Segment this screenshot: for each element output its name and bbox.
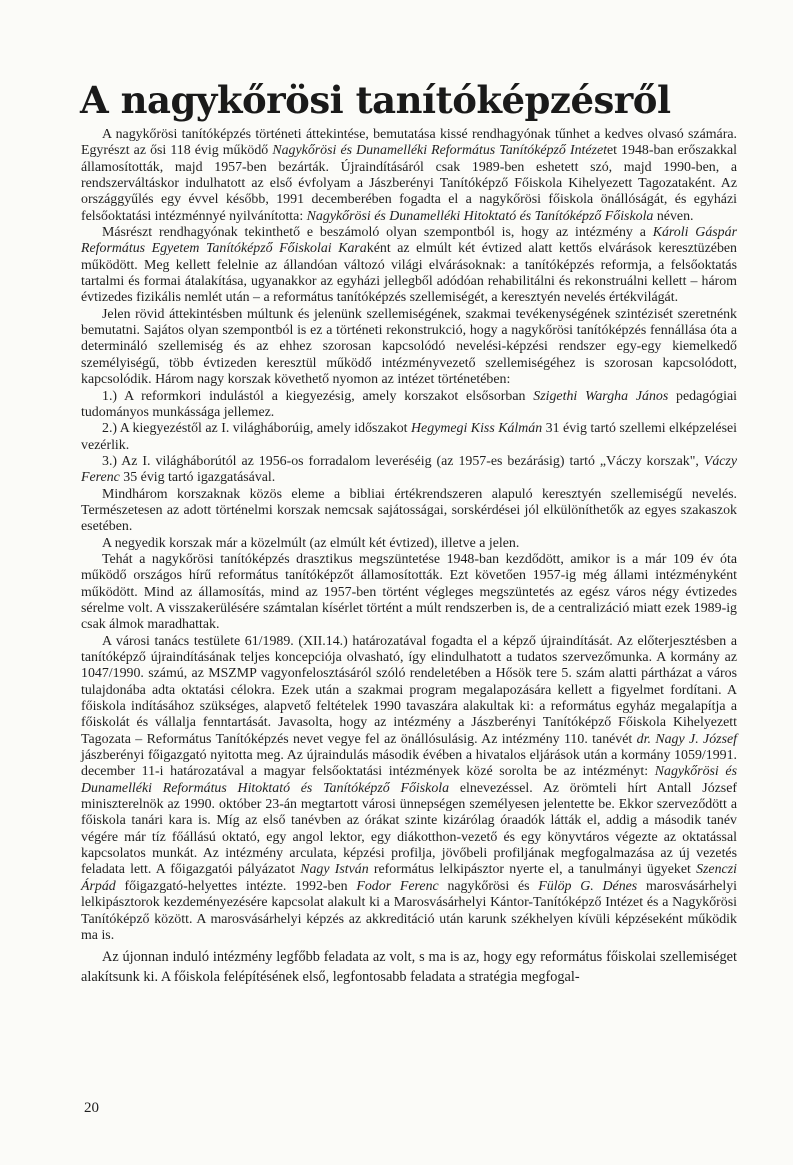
page-number: 20 <box>84 1100 99 1116</box>
italic-text: Nagykőrösi és Dunamelléki Református Tanítóképző Intézet <box>272 143 607 159</box>
text-run: Jelen rövid áttekintésben múltunk és jelenünk szellemiségének, szakmai tevékenységének szintézisét szeretnénk bemutatni. Sajátos olyan szempontból is ez a történeti rekonstrukció, hogy a nagykőrösi tanítóképzés fennállása óta a determináló szellemiség és az ehhez szorosan kapcsolódó nevelési-képzési rendszer egy-egy kiemelkedő személyiségű, több évtizeden keresztül működő intézményvezető szellemiségéhez is szorosan kapcsolódott, kapcsolódik. Három nagy korszak követhető nyomon az intézet történetében: <box>81 306 737 388</box>
italic-text: Károli Gáspár Református Egyetem Tanítóképző Főiskolai Kara <box>81 225 737 257</box>
paragraph <box>81 307 737 389</box>
italic-text: Nagykőrösi és Dunamelléki Református Hitoktató és Tanítóképző Főiskola <box>81 764 738 796</box>
paragraph <box>81 634 737 945</box>
text-run: nagykőrösi és <box>438 878 539 894</box>
italic-text: Fodor Ferenc <box>356 878 439 894</box>
text-run: néven. <box>653 208 694 224</box>
text-run: 2.) A kiegyezéstől az I. világháborúig, amely időszakot <box>102 421 412 437</box>
italic-text: Nagy István <box>300 862 369 878</box>
text-run: főigazgató-helyettes intézte. 1992-ben <box>115 878 357 894</box>
italic-text: Szigethi Wargha János <box>533 388 669 404</box>
text-run: marosvásárhelyi lelkipásztorok kezdeményezésére kapcsolat alakult ki a Marosvásárhelyi Kántor-Tanítóképző Intézet és a Nagykőrösi Tanítóképző között. A marosvásárhelyi képzés az akkreditáció után karunk székhelyen kívüli képzéseként működik ma is. <box>81 878 738 943</box>
paragraph <box>81 389 737 422</box>
article-body <box>81 127 737 987</box>
text-run: jászberényi főigazgató nyitotta meg. Az újraindulás második évében a hivatalos eljárások után a kormány 1059/1991. december 11-i határozatával a magyar felsőoktatási intézmények közé sorolta be az intézményt: <box>81 748 737 780</box>
text-run: Mindhárom korszaknak közös eleme a bibliai értékrendszeren alapuló keresztyén szellemiségű nevelés. Természetesen az adott történelmi korszak nemcsak sajátosságai, sorskérdései jól elkülöníthetők az egyes szakaszok esetében. <box>81 486 737 535</box>
paragraph <box>81 948 737 987</box>
text-run: ként az elmúlt két évtized alatt kettős elvárások keresztüzében működött. Meg kellett felelnie az állandóan változó világi elvárásoknak: a tanítóképzés reformja, a felsőoktatás tartalmi és formai átalakítása, ugyanakkor az egyházi jellegből adódóan rehabilitálni és rekonstruálni kellett – három évtizedes fizikális nemlét után – a református tanítóképzés szellemiségét, a keresztyén nevelés értékvilágát. <box>81 241 738 306</box>
text-run: Az újonnan induló intézmény legfőbb feladata az volt, s ma is az, hogy egy református főiskolai szellemiséget alakítsunk ki. A főiskola felépítésének első, legfontosabb feladata a stratégia megfogal- <box>81 949 737 985</box>
text-run: 1.) A reformkori indulástól a kiegyezésig, amely korszakot elsősorban <box>102 388 534 404</box>
text-run: elnevezéssel. Az örömteli hírt Antall József miniszterelnök az 1990. október 23-án megtartott városi ünnepségen személyesen jelentette be. Ekkor szerveződött a főiskola tanári kara is. Míg az első tanévben az órákat szinte kizárólag óraadók látták el, addig a második tanév végére már tíz főállású oktató, egy angol lektor, egy diákotthon-vezető és egy könyvtáros végezte az oktatással kapcsolatos munkát. Az intézmény arculata, képzési profilja, jövőbeli profiljának megfogalmazása az új vezetés feladata lett. A főigazgatói pályázatot <box>81 780 738 878</box>
italic-text: Fülöp G. Dénes <box>538 878 638 894</box>
paragraph <box>81 421 737 454</box>
text-run: A nagykőrösi tanítóképzés történeti áttekintése, bemutatása kissé rendhagyónak tűnhet a kedves olvasó számára. Egyrészt az ősi 118 évig működő <box>81 127 737 159</box>
paragraph <box>81 225 737 307</box>
text-run: 35 évig tartó igazgatásával. <box>119 470 276 486</box>
text-run: református lelkipásztor nyerte el, a tanulmányi ügyeket <box>368 862 697 878</box>
text-run: pedagógiai tudományos munkássága jellemez. <box>81 388 737 420</box>
paragraph <box>81 536 737 552</box>
italic-text: Hegymegi Kiss Kálmán <box>411 421 543 437</box>
text-run: 31 évig tartó szellemi elképzelései vezérlik. <box>81 421 737 453</box>
text-run: 3.) Az I. világháborútól az 1956-os forradalom leveréséig (az 1957-es bezárásig) tartó „Váczy korszak", <box>102 453 704 469</box>
italic-text: Szenczi Árpád <box>81 862 737 894</box>
italic-text: dr. Nagy J. József <box>636 731 738 747</box>
text-run: A városi tanács testülete 61/1989. (XII.14.) határozatával fogadta el a képző újraindítását. Az előterjesztésben a tanítóképző újraindításának teljes koncepciója olvasható, így elindulhatott a tudatos szervezőmunka. A kormány az 1047/1990. számú, az MSZMP vagyonfelosztásáról szóló rendeletében a Hősök tere 5. szám alatti pártházat a város tulajdonába adta oktatási célokra. Ezek után a szakmai program megalapozására kellett a figyelmet fordítani. A főiskola indításához szükséges, alapvető feltételek 1990 tavaszára alakultak ki: a református egyház megalapítja a főiskolát és vállalja fenntartását. Javasolta, hogy az intézmény a Jászberényi Tanítóképző Főiskola Kihelyezett Tagozata – Református Tanítóképzés nevet vegye fel az önállósulásig. Az intézmény 110. tanévét <box>81 633 737 747</box>
paragraph <box>81 487 737 536</box>
paragraph <box>81 454 737 487</box>
italic-text: Nagykőrösi és Dunamelléki Hitoktató és Tanítóképző Főiskola <box>306 208 654 224</box>
italic-text: Váczy Ferenc <box>81 453 737 486</box>
text-run: et 1948-ban erőszakkal államosították, majd 1957-ben bezárták. Újraindításáról csak 1989-ben eshetett szó, majd 1990-ben, a rendszerváltáskor indulhatott az első évfolyam a Jászberényi Tanítóképző Főiskola Kihelyezett Tagozataként. Az országgyűlés egy évvel később, 1991 decemberében fogadta el a nagykőrösi főiskola önállóságát, és egyházi felsőoktatási intézménnyé nyilvánította: <box>81 143 737 224</box>
text-run: A negyedik korszak már a közelmúlt (az elmúlt két évtized), illetve a jelen. <box>102 535 520 551</box>
text-run: Tehát a nagykőrösi tanítóképzés drasztikus megszüntetése 1948-ban kezdődött, amikor is a már 109 év óta működő országos hírű református tanítóképzőt államosították. Ezt követően 1957-ig még állami intézményként működött. Mind az államosítás, mind az 1957-ben történt végleges megszüntetés az egész város négy évtizedes sérelme volt. A visszakerülésére számtalan kísérlet történt a múlt rendszerben is, de a centralizáció miatt ezek 1989-ig csak álmok maradhattak. <box>81 551 737 633</box>
text-run: Másrészt rendhagyónak tekinthető e beszámoló olyan szempontból is, hogy az intézmény a <box>102 225 653 241</box>
page-title: A nagykőrösi tanítóképzésről <box>80 78 671 122</box>
paragraph <box>81 127 737 225</box>
paragraph <box>81 552 737 634</box>
